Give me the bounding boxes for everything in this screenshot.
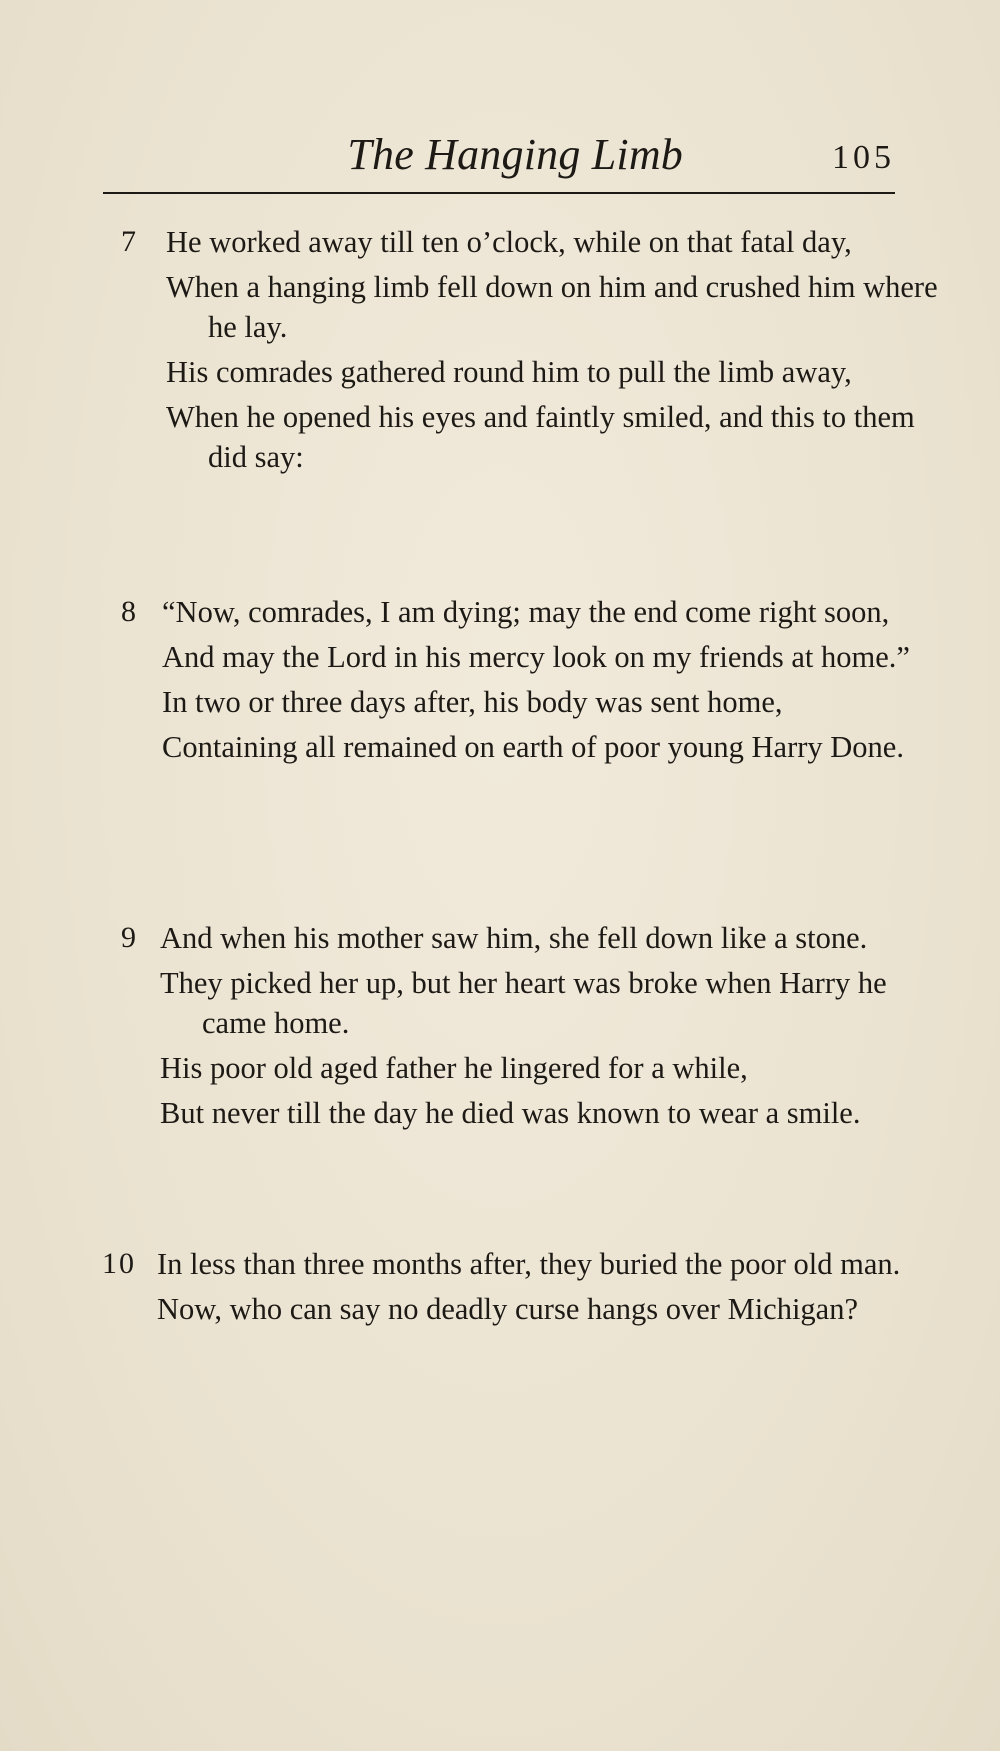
verse-line: In two or three days after, his body was sent home, — [162, 685, 783, 719]
stanza-lines — [166, 222, 958, 482]
verse-line: And when his mother saw him, she fell down like a stone. — [160, 921, 868, 955]
stanza-number: 9 — [121, 921, 136, 954]
verse-line: His poor old aged father he lingered for a while, — [160, 1051, 748, 1085]
verse-line: They picked her up, but her heart was broke when Harry he came home. — [160, 966, 887, 1040]
verse-line: He worked away till ten o’clock, while on that fatal day, — [166, 225, 852, 259]
stanza-number: 7 — [121, 225, 136, 258]
verse-line: When he opened his eyes and faintly smiled, and this to them did say: — [166, 400, 915, 474]
stanza-number: 10 — [102, 1247, 136, 1280]
verse-line: His comrades gathered round him to pull the limb away, — [166, 355, 852, 389]
verse-line: Containing all remained on earth of poor young Harry Done. — [162, 730, 904, 764]
verse-line: “Now, comrades, I am dying; may the end come right soon, — [162, 595, 890, 629]
verse-line: Now, who can say no deadly curse hangs over Michigan? — [157, 1292, 859, 1326]
verse-line: In less than three months after, they buried the poor old man. — [157, 1247, 901, 1281]
verse-line: When a hanging limb fell down on him and crushed him where he lay. — [166, 270, 938, 344]
stanza-lines — [157, 1244, 949, 1334]
running-title: The Hanging Limb — [347, 130, 683, 179]
stanza-lines — [162, 592, 954, 772]
verse-line: But never till the day he died was known to wear a smile. — [160, 1096, 861, 1130]
running-head — [103, 128, 895, 188]
page-number: 105 — [832, 139, 895, 176]
verse-line: And may the Lord in his mercy look on my friends at home.” — [162, 640, 910, 674]
stanza-lines — [160, 918, 952, 1138]
header-rule — [103, 192, 895, 194]
stanza-number: 8 — [121, 595, 136, 628]
